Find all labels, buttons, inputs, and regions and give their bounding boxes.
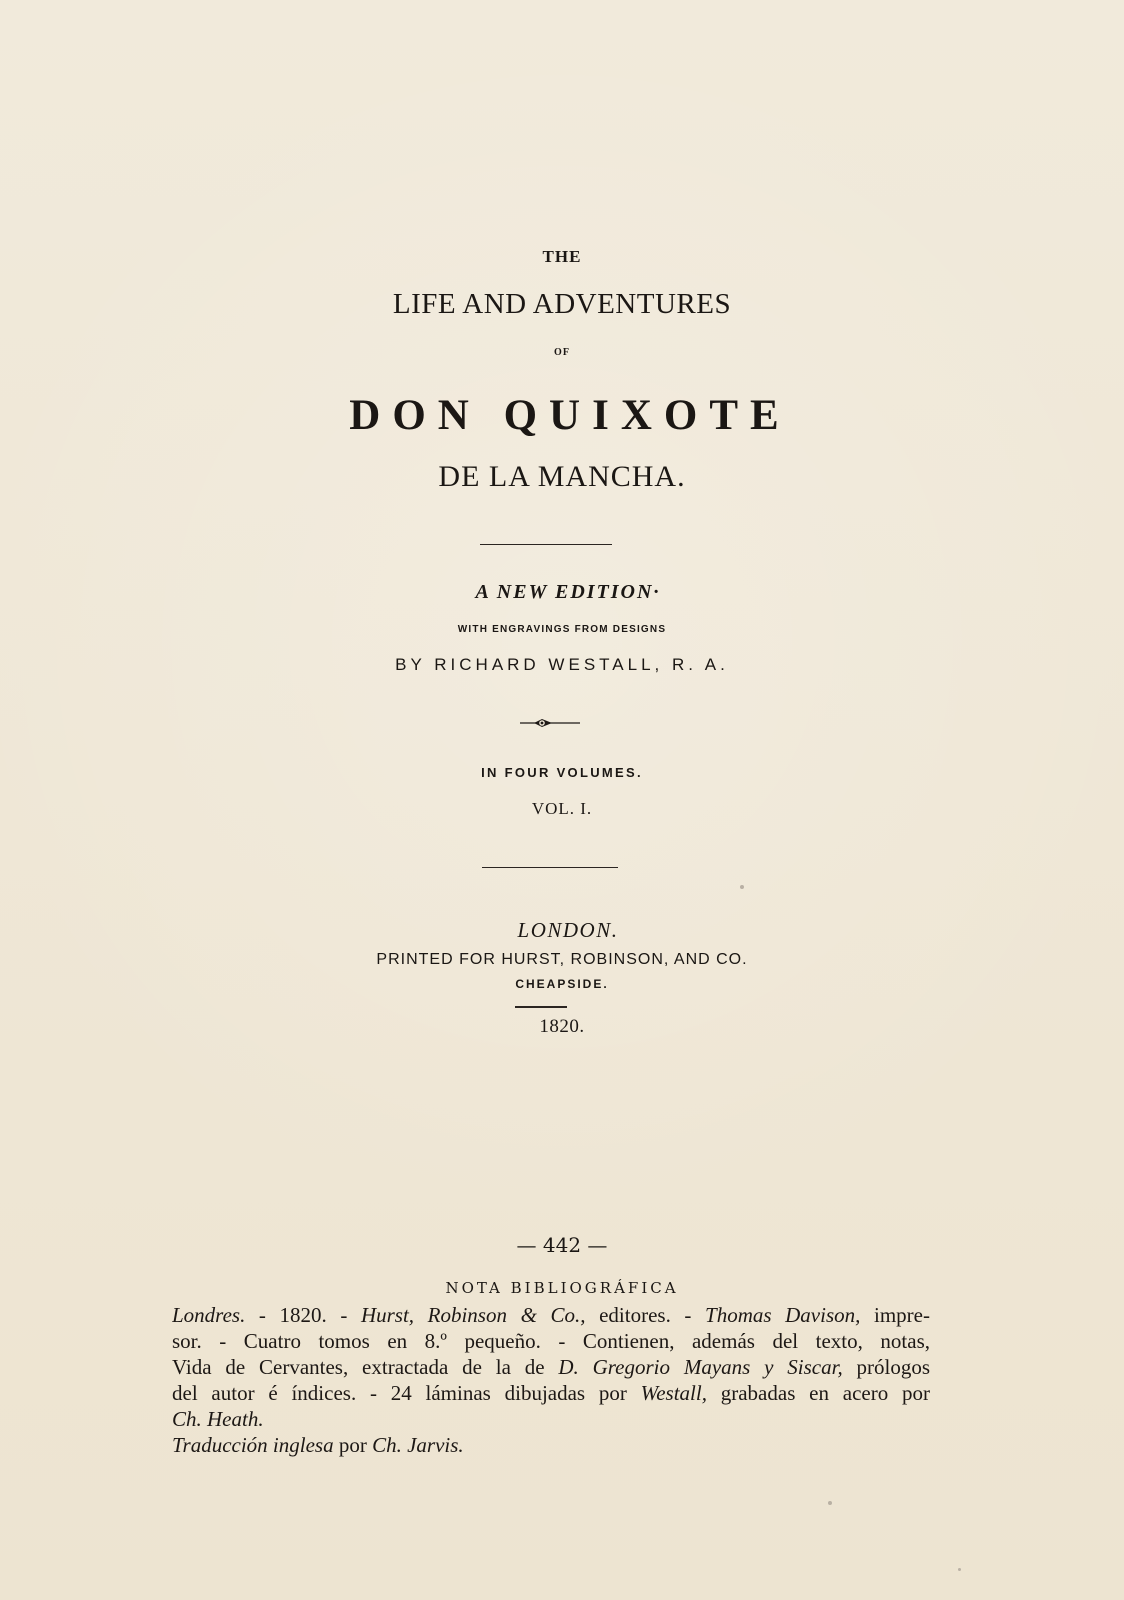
imprint-year: 1820.: [539, 1016, 585, 1037]
nota-heading: NOTA BIBLIOGRÁFICA: [445, 1279, 679, 1297]
paper-speck: [958, 1568, 961, 1571]
note-text: grabadas en acero por: [706, 1381, 930, 1405]
ornament-icon: [520, 716, 580, 730]
note-text: prólogos: [842, 1355, 930, 1379]
note-text: D. Gregorio Mayans y Siscar,: [558, 1355, 843, 1379]
illustrator-line: BY RICHARD WESTALL, R. A.: [395, 655, 729, 674]
note-text: Londres.: [172, 1303, 246, 1327]
note-text: Thomas Davison,: [705, 1303, 861, 1327]
note-line: [172, 1354, 930, 1380]
title-life-and-adventures: LIFE AND ADVENTURES: [392, 288, 732, 320]
bibliographic-note: [172, 1302, 930, 1458]
note-text: por: [333, 1433, 373, 1457]
imprint-address: CHEAPSIDE.: [515, 977, 609, 991]
title-de-la-mancha: DE LA MANCHA.: [438, 460, 686, 493]
note-line: [172, 1328, 930, 1354]
note-text: Ch. Heath.: [172, 1407, 264, 1431]
volume-number: VOL. I.: [531, 799, 593, 818]
divider-rule: [515, 1006, 567, 1008]
note-text: Vida de Cervantes, extractada de la de: [172, 1355, 559, 1379]
note-text: impre-: [860, 1303, 930, 1327]
title-of: OF: [554, 347, 570, 358]
imprint-publisher: PRINTED FOR HURST, ROBINSON, AND CO.: [376, 951, 748, 968]
paper-speck: [740, 885, 744, 889]
note-line: [172, 1432, 930, 1458]
title-don-quixote: DON QUIXOTE: [349, 392, 791, 439]
note-text: editores. -: [585, 1303, 706, 1327]
note-text: - 1820. -: [245, 1303, 361, 1327]
note-text: Traducción inglesa: [172, 1433, 334, 1457]
volumes-line: IN FOUR VOLUMES.: [481, 765, 643, 780]
note-text: Westall,: [640, 1381, 707, 1405]
imprint-city: LONDON.: [517, 918, 619, 942]
note-text: Ch. Jarvis.: [372, 1433, 464, 1457]
note-text: sor. - Cuatro tomos en 8.º pequeño. - Contienen, además del texto, notas,: [172, 1329, 930, 1353]
note-text: Hurst, Robinson & Co.,: [360, 1303, 586, 1327]
engravings-line: WITH ENGRAVINGS FROM DESIGNS: [457, 624, 667, 635]
new-edition-line: A NEW EDITION·: [475, 581, 661, 603]
divider-rule: [482, 867, 618, 868]
note-line: [172, 1406, 930, 1432]
page-number: — 442 —: [516, 1233, 608, 1257]
title-the: THE: [542, 247, 582, 266]
note-line: [172, 1380, 930, 1406]
note-line: [172, 1302, 930, 1328]
paper-speck: [828, 1501, 832, 1505]
divider-rule: [480, 544, 612, 545]
note-text: del autor é índices. - 24 láminas dibujadas por: [172, 1381, 641, 1405]
